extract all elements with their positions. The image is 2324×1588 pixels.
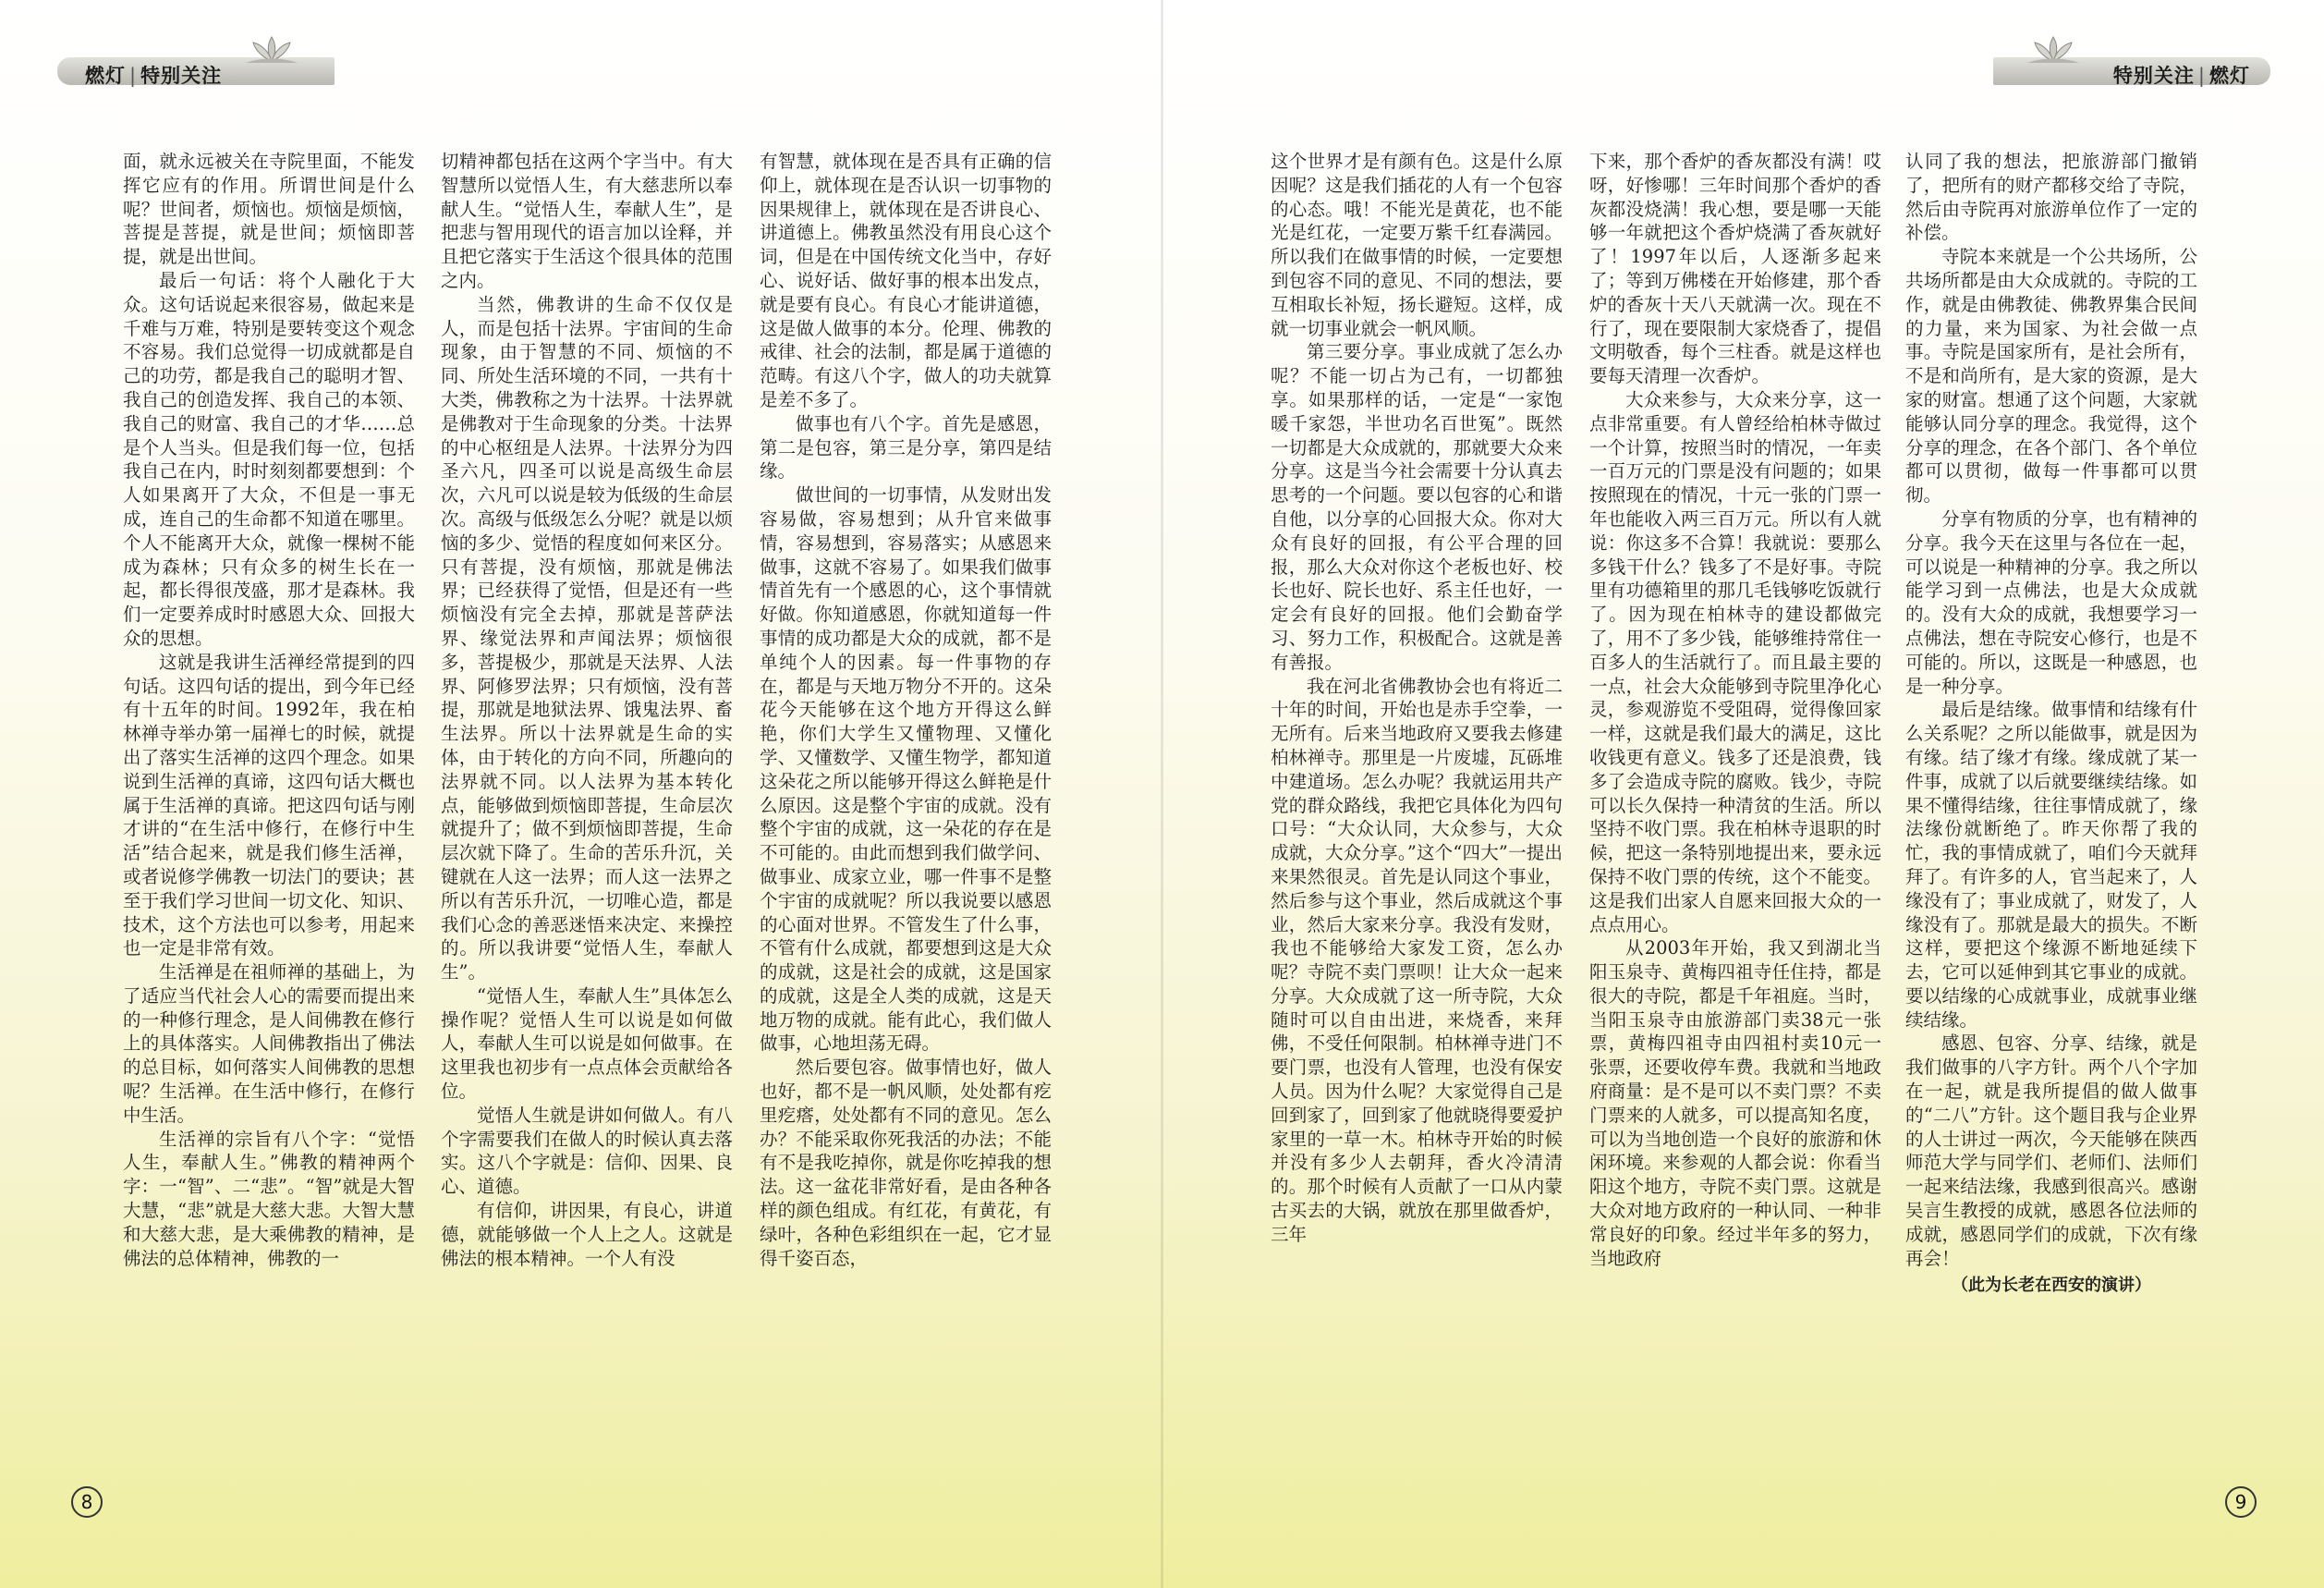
- speech-credit: （此为长老在西安的演讲）: [1952, 1276, 2151, 1296]
- paragraph: 生活禅的宗旨有八个字：“觉悟人生，奉献人生。”佛教的精神两个字：一“智”、二“悲”。“智”就是大智大慧，“悲”就是大慈大悲。大智大慧和大慈大悲，是大乘佛教的精神，是佛法的总体精神，佛教的一: [123, 1128, 415, 1269]
- lotus-icon: [2024, 33, 2083, 65]
- paragraph: 寺院本来就是一个公共场所，公共场所都是由大众成就的。寺院的工作，就是由佛教徒、佛教界集合民间的力量，来为国家、为社会做一点事。寺院是国家所有，是社会所有，不是和尚所有，是大家的资源，是大家的财富。想通了这个问题，大家就能够认同分享的理念。我觉得，这个分享的理念，在各个部门、各个单位都可以贯彻，做每一件事都可以贯彻。: [1905, 246, 2197, 507]
- lotus-icon: [242, 33, 301, 65]
- paragraph: 觉悟人生就是讲如何做人。有八个字需要我们在做人的时候认真去落实。这八个字就是：信仰、因果、良心、道德。: [441, 1104, 733, 1198]
- section-subtitle: 特别关注: [140, 65, 223, 87]
- text-column-3: [760, 150, 1052, 1481]
- paragraph: 生活禅是在祖师禅的基础上，为了适应当代社会人心的需要而提出来的一种修行理念，是人间佛教在修行上的具体落实。人间佛教指出了佛法的总目标，如何落实人间佛教的思想呢？生活禅。在生活中修行，在修行中生活。: [123, 961, 415, 1126]
- paragraph: 最后一句话：将个人融化于大众。这句话说起来很容易，做起来是千难与万难，特别是要转变这个观念不容易。我们总觉得一切成就都是自己的功劳，都是我自己的聪明才智、我自己的创造发挥、我自己的本领、我自己的财富、我自己的才华……总是个人当头。但是我们每一位，包括我自己在内，时时刻刻都要想到：个人如果离开了大众，不但是一事无成，连自己的生命都不知道在哪里。个人不能离开大众，就像一棵树不能成为森林；只有众多的树生长在一起，都长得很茂盛，那才是森林。我们一定要养成时时感恩大众、回报大众的思想。: [123, 269, 415, 649]
- paragraph: 做世间的一切事情，从发财出发容易做，容易想到；从升官来做事情，容易想到，容易落实；从感恩来做事，这就不容易了。如果我们做事情首先有一个感恩的心，这个事情就好做。你知道感恩，你就知道每一件事情的成功都是大众的成就，都不是单纯个人的因素。每一件事物的存在，都是与天地万物分不开的。这朵花今天能够在这个地方开得这么鲜艳，你们大学生又懂物理、又懂化学、又懂数学、又懂生物学，都知道这朵花之所以能够开得这么鲜艳是什么原因。这是整个宇宙的成就。没有整个宇宙的成就，这一朵花的存在是不可能的。由此而想到我们做学问、做事业、成家立业，哪一件事不是整个宇宙的成就呢？所以我说要以感恩的心面对世界。不管发生了什么事，不管有什么成就，都要想到这是大众的成就，这是社会的成就，这是国家的成就，这是全人类的成就，这是天地万物的成就。能有此心，我们做人做事，心地坦荡无碍。: [760, 484, 1052, 1055]
- section-header: 燃灯 | 特别关注: [85, 65, 223, 87]
- section-header: 特别关注 | 燃灯: [2112, 65, 2250, 87]
- page-number: 8: [71, 1486, 103, 1518]
- paragraph: 有信仰，讲因果，有良心，讲道德，就能够做一个人上之人。这就是佛法的根本精神。一个人有没: [441, 1200, 733, 1269]
- paragraph: 下来，那个香炉的香灰都没有满！哎呀，好惨哪！三年时间那个香炉的香灰都没烧满！我心想，要是哪一天能够一年就把这个香炉烧满了香灰就好了！1997年以后，人逐渐多起来了；等到万佛楼在开始修建，那个香炉的香灰十天八天就满一次。现在不行了，现在要限制大家烧香了，提倡文明敬香，每个三柱香。就是这样也要每天清理一次香炉。: [1589, 151, 1881, 387]
- paragraph: 最后是结缘。做事情和结缘有什么关系呢？之所以能做事，就是因为有缘。结了缘才有缘。缘成就了某一件事，成就了以后就要继续结缘。如果不懂得结缘，往往事情成就了，缘法缘份就断绝了。昨天你帮了我的忙，我的事情成就了，咱们今天就拜拜了。有许多的人，官当起来了，人缘没有了；事业成就了，财发了，人缘没有了。那就是最大的损失。不断这样，要把这个缘源不断地延续下去，它可以延伸到其它事业的成就。要以结缘的心成就事业，成就事业继续结缘。: [1905, 699, 2197, 1031]
- paragraph: 有智慧，就体现在是否具有正确的信仰上，就体现在是否认识一切事物的因果规律上，就体现在是否讲良心、讲道德上。佛教虽然没有用良心这个词，但是在中国传统文化当中，存好心、说好话、做好事的根本出发点，就是要有良心。有良心才能讲道德，这是做人做事的本分。伦理、佛教的戒律、社会的法制，都是属于道德的范畴。有这八个字，做人的功夫就算是差不多了。: [760, 151, 1052, 410]
- paragraph: 切精神都包括在这两个字当中。有大智慧所以觉悟人生，有大慈悲所以奉献人生。“觉悟人生，奉献人生”，是把悲与智用现代的语言加以诠释，并且把它落实于生活这个很具体的范围之内。: [441, 151, 733, 291]
- text-column-5: [1589, 150, 1881, 1481]
- section-name: 燃灯: [85, 65, 126, 87]
- paragraph: 第三要分享。事业成就了怎么办呢？不能一切占为己有，一切都独享。如果那样的话，一定是“一家饱暖千家怨，半世功名百世冤”。既然一切都是大众成就的，那就要大众来分享。这是当今社会需要十分认真去思考的一个问题。要以包容的心和谐自他，以分享的心回报大众。你对大众有良好的回报，有公平合理的回报，那么大众对你这个老板也好、校长也好、院长也好、系主任也好，一定会有良好的回报。他们会勤奋学习、努力工作，积极配合。这就是善有善报。: [1271, 341, 1563, 673]
- paragraph: 面，就永远被关在寺院里面，不能发挥它应有的作用。所谓世间是什么呢？世间者，烦恼也。烦恼是烦恼，菩提是菩提，就是世间；烦恼即菩提，就是出世间。: [123, 151, 415, 268]
- paragraph: 感恩、包容、分享、结缘，就是我们做事的八字方针。两个八个字加在一起，就是我所提倡的做人做事的“二八”方针。这个题目我与企业界的人士讲过一两次，今天能够在陕西师范大学与同学们、老师们、法师们一起来结法缘，我感到很高兴。感谢吴言生教授的成就，感恩各位法师的成就，感恩同学们的成就，下次有缘再会！: [1905, 1032, 2197, 1269]
- paragraph: 这个世界才是有颜有色。这是什么原因呢？这是我们插花的人有一个包容的心态。哦！不能光是黄花，也不能光是红花，一定要万紫千红春满园。所以我们在做事情的时候，一定要想到包容不同的意见、不同的想法，要互相取长补短，扬长避短。这样，成就一切事业就会一帆风顺。: [1271, 151, 1563, 339]
- text-column-2: [441, 150, 733, 1481]
- section-name: 燃灯: [2209, 65, 2250, 87]
- paragraph: 分享有物质的分享，也有精神的分享。我今天在这里与各位在一起，可以说是一种精神的分享。我之所以能学习到一点佛法，也是大众成就的。没有大众的成就，我想要学习一点佛法，想在寺院安心修行，也是不可能的。所以，这既是一种感恩，也是一种分享。: [1905, 507, 2197, 697]
- paragraph: 这就是我讲生活禅经常提到的四句话。这四句话的提出，到今年已经有十五年的时间。1992年，我在柏林禅寺举办第一届禅七的时候，就提出了落实生活禅的这四个理念。如果说到生活禅的真谛，这四句话大概也属于生活禅的真谛。把这四句话与刚才讲的“在生活中修行，在修行中生活”结合起来，就是我们修生活禅，或者说修学佛教一切法门的要诀；甚至于我们学习世间一切文化、知识、技术，这个方法也可以参考，用起来也一定是非常有效。: [123, 651, 415, 959]
- page-number: 9: [2225, 1486, 2257, 1518]
- paragraph: 从2003年开始，我又到湖北当阳玉泉寺、黄梅四祖寺任住持，都是很大的寺院，都是千年祖庭。当时，当阳玉泉寺由旅游部门卖38元一张票，黄梅四祖寺由四祖村卖10元一张票，还要收停车费。我就和当地政府商量：是不是可以不卖门票？不卖门票来的人就多，可以提高知名度，可以为当地创造一个良好的旅游和休闲环境。来参观的人都会说：你看当阳这个地方，寺院不卖门票。这就是大众对地方政府的一种认同、一种非常良好的印象。经过半年多的努力，当地政府: [1589, 937, 1881, 1269]
- paragraph: 做事也有八个字。首先是感恩，第二是包容，第三是分享，第四是结缘。: [760, 412, 1052, 483]
- text-column-6: [1905, 150, 2197, 1481]
- paragraph: 然后要包容。做事情也好，做人也好，都不是一帆风顺，处处都有疙里疙瘩，处处都有不同的意见。怎么办？不能采取你死我活的办法；不能有不是我吃掉你，就是你吃掉我的想法。这一盆花非常好看，是由各种各样的颜色组成。有红花，有黄花，有绿叶，各种色彩组织在一起，它才显得千姿百态，: [760, 1057, 1052, 1269]
- paragraph: 大众来参与，大众来分享，这一点非常重要。有人曾经给柏林寺做过一个计算，按照当时的情况，一年卖一百万元的门票是没有问题的；如果按照现在的情况，十元一张的门票一年也能收入两三百万元。所以有人就说：你这多不合算！我就说：要那么多钱干什么？钱多了不是好事。寺院里有功德箱里的那几毛钱够吃饭就行了。因为现在柏林寺的建设都做完了，用不了多少钱，能够维持常住一百多人的生活就行了。而且最主要的一点，社会大众能够到寺院里净化心灵，参观游览不受阻碍，觉得像回家一样，这就是我们最大的满足，这比收钱更有意义。钱多了还是浪费，钱多了会造成寺院的腐败。钱少，寺院可以长久保持一种清贫的生活。所以坚持不收门票。我在柏林寺退职的时候，把这一条特别地提出来，要永远保持不收门票的传统，这个不能变。这是我们出家人自愿来回报大众的一点点用心。: [1589, 388, 1881, 935]
- paragraph: “觉悟人生，奉献人生”具体怎么操作呢？觉悟人生可以说是如何做人，奉献人生可以说是如何做事。在这里我也初步有一点点体会贡献给各位。: [441, 984, 733, 1103]
- section-subtitle: 特别关注: [2112, 65, 2195, 87]
- text-column-1: [123, 150, 415, 1481]
- paragraph: 我在河北省佛教协会也有将近二十年的时间，开始也是赤手空拳，一无所有。后来当地政府又要我去修建柏林禅寺。那里是一片废墟，瓦砾堆中建道场。怎么办呢？我就运用共产党的群众路线，我把它具体化为四句口号：“大众认同，大众参与，大众成就，大众分享。”这个“四大”一提出来果然很灵。首先是认同这个事业，然后参与这个事业，然后成就这个事业，然后大家来分享。我没有发财，我也不能够给大家发工资，怎么办呢？寺院不卖门票呗！让大众一起来分享。大众成就了这一所寺院，大众随时可以自由出进，来烧香，来拜佛，不受任何限制。柏林禅寺进门不要门票，也没有人管理，也没有保安人员。因为什么呢？大家觉得自己是回到家了，回到家了他就晓得要爱护家里的一草一木。柏林寺开始的时候并没有多少人去朝拜，香火冷清清的。那个时候有人贡献了一口从内蒙古买去的大锅，就放在那里做香炉，三年: [1271, 675, 1563, 1245]
- text-column-4: [1271, 150, 1563, 1481]
- paragraph: 当然，佛教讲的生命不仅仅是人，而是包括十法界。宇宙间的生命现象，由于智慧的不同、烦恼的不同、所处生活环境的不同，一共有十大类，佛教称之为十法界。十法界就是佛教对于生命现象的分类。十法界的中心枢纽是人法界。十法界分为四圣六凡，四圣可以说是高级生命层次，六凡可以说是较为低级的生命层次。高级与低级怎么分呢？就是以烦恼的多少、觉悟的程度如何来区分。只有菩提，没有烦恼，那就是佛法界；已经获得了觉悟，但是还有一些烦恼没有完全去掉，那就是菩萨法界、缘觉法界和声闻法界；烦恼很多，菩提极少，那就是天法界、人法界、阿修罗法界；只有烦恼，没有菩提，那就是地狱法界、饿鬼法界、畜生法界。所以十法界就是生命的实体，由于转化的方向不同，所趣向的法界就不同。以人法界为基本转化点，能够做到烦恼即菩提，生命层次就提升了；做不到烦恼即菩提，生命层次就下降了。生命的苦乐升沉，关键就在人这一法界；而人这一法界之所以有苦乐升沉，一切唯心造，都是我们心念的善恶迷悟来决定、来操控的。所以我讲要“觉悟人生，奉献人生”。: [441, 293, 733, 983]
- paragraph: 认同了我的想法，把旅游部门撤销了，把所有的财产都移交给了寺院，然后由寺院再对旅游单位作了一定的补偿。: [1905, 151, 2197, 244]
